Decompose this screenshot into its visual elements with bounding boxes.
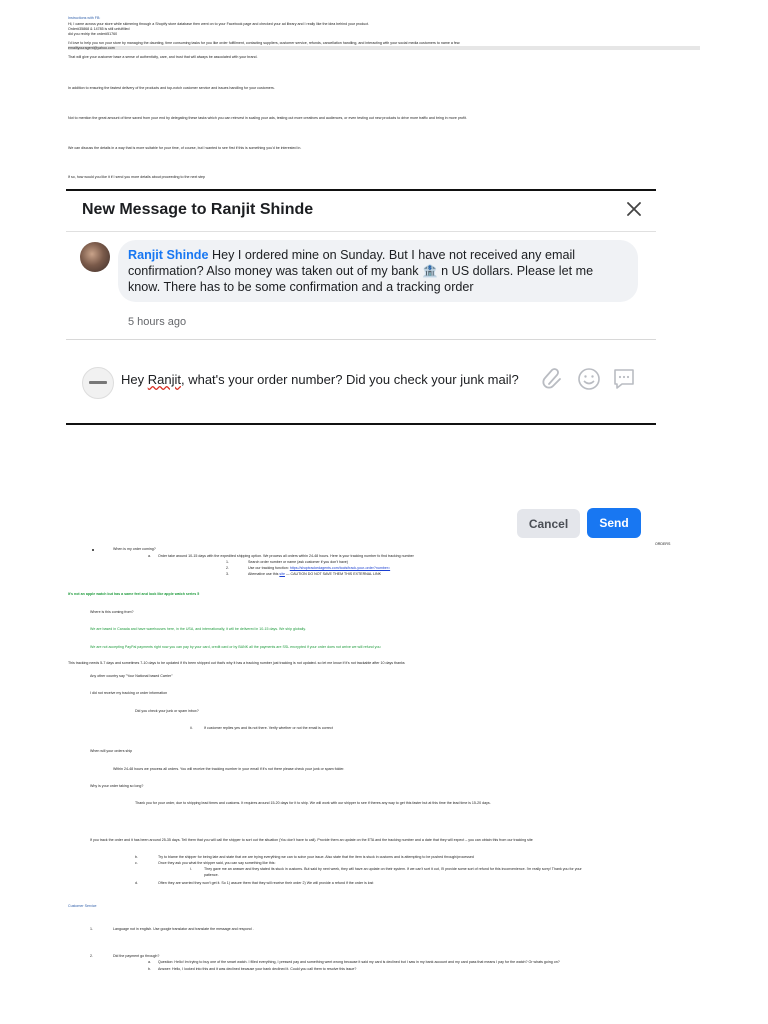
faq-answer: Within 24-48 hours we process all orders. You will receive the tracking number in your email if it's not there please check your junk or spam folder. — [113, 767, 345, 771]
emoji-icon[interactable] — [576, 366, 602, 392]
intro-email: emailtyouragent@yahoo.com — [68, 46, 700, 50]
faq-answer: If customer replies yes and its not there. Verify whether or not the email is correct — [204, 726, 333, 730]
faq-paragraph: If you track the order and it has been around 25-35 days. Tell them that you will call the shipper to sort out the situation (You don't have to call). Provide them an update on the ETA and the tracking number and a date that they will expect – you can obtain this from our tracking site — [90, 838, 533, 842]
faq-question: When will your orders ship — [90, 749, 133, 753]
faq-step: Alternative use this site — CAUTION DO NOT SAVE THEM THIS EXTERNAL LINK — [248, 572, 382, 576]
attach-icon[interactable] — [540, 366, 566, 392]
customer-service-heading: Customer Service — [68, 904, 97, 908]
intro-paragraph: We can discuss the details in a way that is more suitable for your time, of course, but I wanted to see first if this is something you'd be interested in. — [68, 146, 302, 150]
faq-step: Once they ask you what the shipper said, you can say something like this: — [158, 861, 276, 865]
faq-question: I did not receive my tracking or order information — [90, 691, 168, 695]
faq-question: Why is your order taking so long? — [90, 784, 144, 788]
faq-answer: Did you check your junk or spam inbox? — [135, 709, 199, 713]
reply-text: Hey — [121, 372, 148, 387]
faq-answer: Thank you for your order, due to shipping lead times and customs. It requires around 15-20 days for it to ship. We will work with our shipper to see if theres any way to get this faster but at this time the lead time is 15-20 days. — [135, 801, 491, 805]
message-dialog — [66, 189, 656, 425]
list-marker: 2. — [226, 566, 229, 570]
reply-input[interactable] — [121, 372, 521, 388]
dialog-header — [66, 191, 656, 232]
faq-answer: We are not accepting PayPal payments right now you can pay by your card, credit card or by BANK all the payments are SSL encrypted if your order does not arrive we will refund you — [90, 645, 381, 649]
intro-paragraph: If so, how would you like it if I send you more details about proceeding to the next step — [68, 175, 206, 179]
list-marker: a. — [148, 554, 151, 558]
faq-question: When is my order coming? — [113, 547, 156, 551]
list-marker: 1. — [90, 927, 93, 931]
list-marker: a. — [148, 960, 151, 964]
faq-answer: Order take around 10-15 days with the expedited shipping option. We process all orders within 24-48 hours. Here is your tracking number fo find tracking number — [158, 554, 414, 558]
intro-line: I'd love to help you run your store by managing the daunting, time consuming tasks for you like order fulfillment, contacting suppliers, customer service, refunds, cancellation handling, and interacting with your social media customers to name a few. — [68, 41, 461, 45]
site-link[interactable]: site — [279, 572, 285, 576]
send-button[interactable]: Send — [587, 508, 641, 538]
intro-paragraph: Not to mention the great amount of time saved from your end by delegating these tasks which you can reinvest in scaling your ads, testing out more creatives and audiences, or even testing out new products to drive more traffic and bring in more profit. — [68, 116, 467, 120]
cs-question: Question: Hello! Im trying to buy one of the smart watch. I filled everything, I pressed pay and something went wrong because it said my card is declined but I saw in my bank account and my card pass that means I pay for the watch? Or whats going on? — [158, 960, 560, 964]
intro-line: Hi, I came across your store while skimming through a Shopify store database then went on to your Facebook page and checked your ad library and I really like the idea behind your product. — [68, 22, 370, 26]
faq-step: patience. — [204, 873, 219, 877]
faq-step: Often they are worried they won't get it. So 1) assure them that they will receive their order 2) We will provide a refund if the order is lost — [158, 881, 374, 885]
list-marker: ii. — [190, 726, 193, 730]
sender-name[interactable]: Ranjit Shinde — [128, 248, 209, 262]
close-icon[interactable] — [624, 199, 644, 219]
list-marker: 1. — [226, 560, 229, 564]
dialog-title: New Message to Ranjit Shinde — [82, 201, 314, 218]
faq-question: Any other country say "Your National based Carrier" — [90, 674, 173, 678]
tracking-link[interactable]: https://shoptrackedagents.com/tools/track-your-order?number= — [289, 566, 391, 570]
intro-heading: Instructions with FB: — [68, 16, 101, 20]
list-marker: c. — [135, 861, 138, 865]
tracking-note: This tracking needs 5-7 days and sometimes 7-10 days to be updated if it's been shipped out that's why it has a tracking number just tracking is not updated. so let me know if it's not trackable after 10 days thanks — [68, 661, 405, 665]
message-thread — [66, 232, 656, 340]
bullet — [92, 549, 94, 551]
intro-line: That will give your customer base a sense of authenticity, care, and trust that will always be associated with your brand. — [68, 55, 258, 59]
list-marker: 3. — [226, 572, 229, 576]
intro-paragraph: In addition to ensuring the fastest delivery of the products and top-notch customer service and issues handling for your customers. — [68, 86, 275, 90]
list-marker: d. — [135, 881, 138, 885]
message-body: Hey I ordered mine on Sunday. But I have not received any email confirmation? Also money was taken out of my bank 🏦 n US dollars. Please let me know. There has to be some confirmation and a tracking order — [128, 248, 594, 294]
orders-label: ORDERS — [655, 542, 671, 546]
cs-item: Language not in english. Use google translator and translate the message and respond . — [113, 927, 254, 931]
intro-line: did you redrip the order#51760 — [68, 32, 118, 36]
reply-text: , what's your order number? Did you check your junk mail? — [180, 372, 519, 387]
message-bubble — [118, 240, 638, 302]
faq-step: Try to blame the shipper for being late and state that we are trying everything we can to solve your issue. Also state that the item is stuck in customs and is attempting to be pushed through/processed — [158, 855, 474, 859]
cs-answer: Answer: Hello, I looked into this and it was declined because your bank declined it. Could you call them to resolve this issue? — [158, 967, 357, 971]
faq-step: Search order number or name (ask customer if you don't have) — [248, 560, 348, 564]
reply-name-misspelled: Ranjit — [147, 372, 181, 387]
faq-step: They gave me an answer and they stated its stuck in customs. But said by next week, they will have an update on their system. If we can't sort it out, I'll provide some sort of refund for this inconvenience. I'm really sorry! Thank you for your — [204, 867, 582, 871]
cancel-button[interactable]: Cancel — [517, 509, 580, 538]
faq-question: Where is this coming from? — [90, 610, 134, 614]
faq-answer: We are based in Canada and have warehouses here, in the USA, and internationally, it will be delivered in 10-15 days. We ship globally. — [90, 627, 306, 631]
page-avatar — [82, 367, 114, 399]
green-heading: It's not an apple watch but has a same feel and look like apple watch series 5 — [68, 592, 200, 596]
message-timestamp: 5 hours ago — [128, 316, 187, 328]
list-marker: 2. — [90, 954, 93, 958]
intro-line: Order#35868 & 14785 is still unfulfilled — [68, 27, 130, 31]
list-marker: i. — [190, 867, 192, 871]
cs-item: Did the payment go through? — [113, 954, 160, 958]
saved-replies-icon[interactable] — [611, 366, 637, 392]
list-marker: b. — [135, 855, 138, 859]
avatar — [80, 242, 110, 272]
message-text — [128, 247, 628, 295]
list-marker: b. — [148, 967, 151, 971]
faq-step: Use our tracking function: https://shoptrackedagents.com/tools/track-your-order?number= — [248, 566, 391, 570]
